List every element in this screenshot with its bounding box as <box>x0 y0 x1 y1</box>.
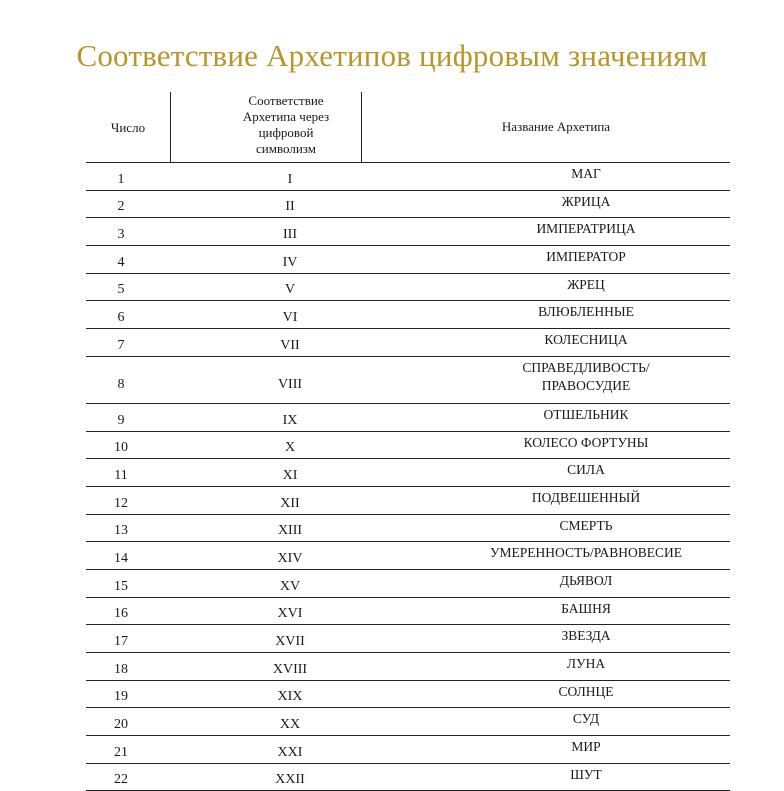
header-symbolism <box>191 93 381 157</box>
cell-number: 6 <box>117 310 125 326</box>
table-row <box>86 432 730 460</box>
cell-symbol: XVI <box>277 606 303 622</box>
cell-number: 9 <box>117 412 125 428</box>
cell-name: ДЬЯВОЛ <box>559 572 613 588</box>
cell-number: 10 <box>114 440 128 456</box>
cell-name: БАШНЯ <box>561 600 611 616</box>
cell-number: 3 <box>117 227 125 243</box>
cell-name: ИМПЕРАТОР <box>546 249 626 265</box>
cell-symbol: II <box>285 199 295 215</box>
archetype-table <box>86 92 730 791</box>
cell-number: 14 <box>114 550 128 566</box>
table-row <box>86 357 730 404</box>
cell-number: 4 <box>117 254 125 270</box>
cell-symbol: I <box>287 171 293 187</box>
cell-symbol: XVII <box>275 634 305 649</box>
cell-number: 12 <box>114 495 128 511</box>
cell-name: ПОДВЕШЕННЫЙ <box>531 489 641 505</box>
cell-symbol: XXII <box>275 772 305 788</box>
cell-name: МИР <box>571 739 601 755</box>
cell-symbol: IX <box>282 412 298 428</box>
cell-name: СУД <box>572 711 600 727</box>
cell-symbol: VIII <box>277 376 303 392</box>
table-body <box>86 163 730 791</box>
cell-number: 13 <box>114 523 128 539</box>
table-row <box>86 570 730 598</box>
cell-number: 16 <box>114 606 128 622</box>
table-row <box>86 764 730 791</box>
cell-number: 19 <box>114 689 128 705</box>
table-row <box>86 736 730 764</box>
cell-symbol: XII <box>280 495 300 511</box>
cell-symbol: X <box>284 440 296 456</box>
cell-number: 8 <box>117 376 125 392</box>
table-row <box>86 301 730 329</box>
cell-name: КОЛЕСНИЦА <box>544 332 628 348</box>
cell-number: 15 <box>114 578 128 594</box>
table-row <box>86 459 730 487</box>
table-row <box>86 329 730 357</box>
table-row <box>86 625 730 653</box>
cell-symbol: XX <box>279 717 301 733</box>
column-divider <box>170 92 171 162</box>
table-header <box>86 92 730 163</box>
cell-number: 5 <box>117 282 125 298</box>
cell-number: 2 <box>117 199 125 215</box>
cell-symbol: XVIII <box>272 661 308 677</box>
header-symbolism-line: Соответствие <box>248 93 324 108</box>
cell-symbol: XIV <box>277 550 303 566</box>
table-row <box>86 515 730 543</box>
cell-name-line: СПРАВЕДЛИВОСТЬ/ <box>522 359 650 375</box>
cell-number: 17 <box>114 634 128 649</box>
table-row <box>86 681 730 709</box>
header-symbolism-line: Архетипа через <box>242 109 330 124</box>
cell-name: ОТШЕЛЬНИК <box>543 406 629 422</box>
header-symbolism-line: цифровой <box>258 125 314 140</box>
cell-symbol: IV <box>282 254 298 270</box>
cell-name: УМЕРЕННОСТЬ/РАВНОВЕСИЕ <box>489 545 682 561</box>
cell-name: ЗВЕЗДА <box>561 628 611 644</box>
cell-name: ЖРИЦА <box>561 193 611 209</box>
table-row <box>86 163 730 191</box>
header-symbolism-line: символизм <box>256 141 316 156</box>
cell-symbol: III <box>283 227 297 243</box>
cell-name: МАГ <box>571 166 601 181</box>
cell-symbol: XI <box>282 467 298 483</box>
cell-name <box>436 359 736 395</box>
cell-symbol: XV <box>279 578 301 594</box>
cell-name: СИЛА <box>567 462 605 478</box>
cell-name: КОЛЕСО ФОРТУНЫ <box>523 434 649 450</box>
cell-number: 21 <box>114 744 128 760</box>
cell-name: ИМПЕРАТРИЦА <box>536 221 636 237</box>
table-row <box>86 542 730 570</box>
header-archetype-name: Название Архетипа <box>501 119 611 134</box>
cell-name: СОЛНЦЕ <box>558 683 614 699</box>
page-title: Соответствие Архетипов цифровым значениям <box>76 38 708 73</box>
header-number: Число <box>110 120 146 135</box>
table-row <box>86 218 730 246</box>
table-row <box>86 274 730 302</box>
table-row <box>86 487 730 515</box>
table-row <box>86 653 730 681</box>
table-row <box>86 598 730 626</box>
cell-name: ЖРЕЦ <box>567 276 605 292</box>
cell-symbol: V <box>284 282 296 298</box>
table-row <box>86 191 730 219</box>
cell-name: ЛУНА <box>566 656 606 671</box>
cell-symbol: XIX <box>277 689 303 705</box>
cell-name-line: ПРАВОСУДИЕ <box>541 377 631 393</box>
cell-number: 11 <box>114 467 128 483</box>
cell-number: 22 <box>114 772 128 788</box>
cell-number: 20 <box>114 717 128 733</box>
table-row <box>86 708 730 736</box>
cell-symbol: VI <box>282 310 298 326</box>
cell-name: ШУТ <box>570 766 602 782</box>
cell-name: ВЛЮБЛЕННЫЕ <box>538 304 634 320</box>
table-row <box>86 246 730 274</box>
cell-symbol: VII <box>280 337 300 353</box>
cell-symbol: XIII <box>277 523 303 539</box>
cell-number: 7 <box>117 337 125 353</box>
cell-number: 18 <box>114 661 128 677</box>
cell-number: 1 <box>117 171 125 187</box>
cell-symbol: XXI <box>277 744 303 760</box>
table-row <box>86 404 730 432</box>
cell-name: СМЕРТЬ <box>559 517 613 533</box>
